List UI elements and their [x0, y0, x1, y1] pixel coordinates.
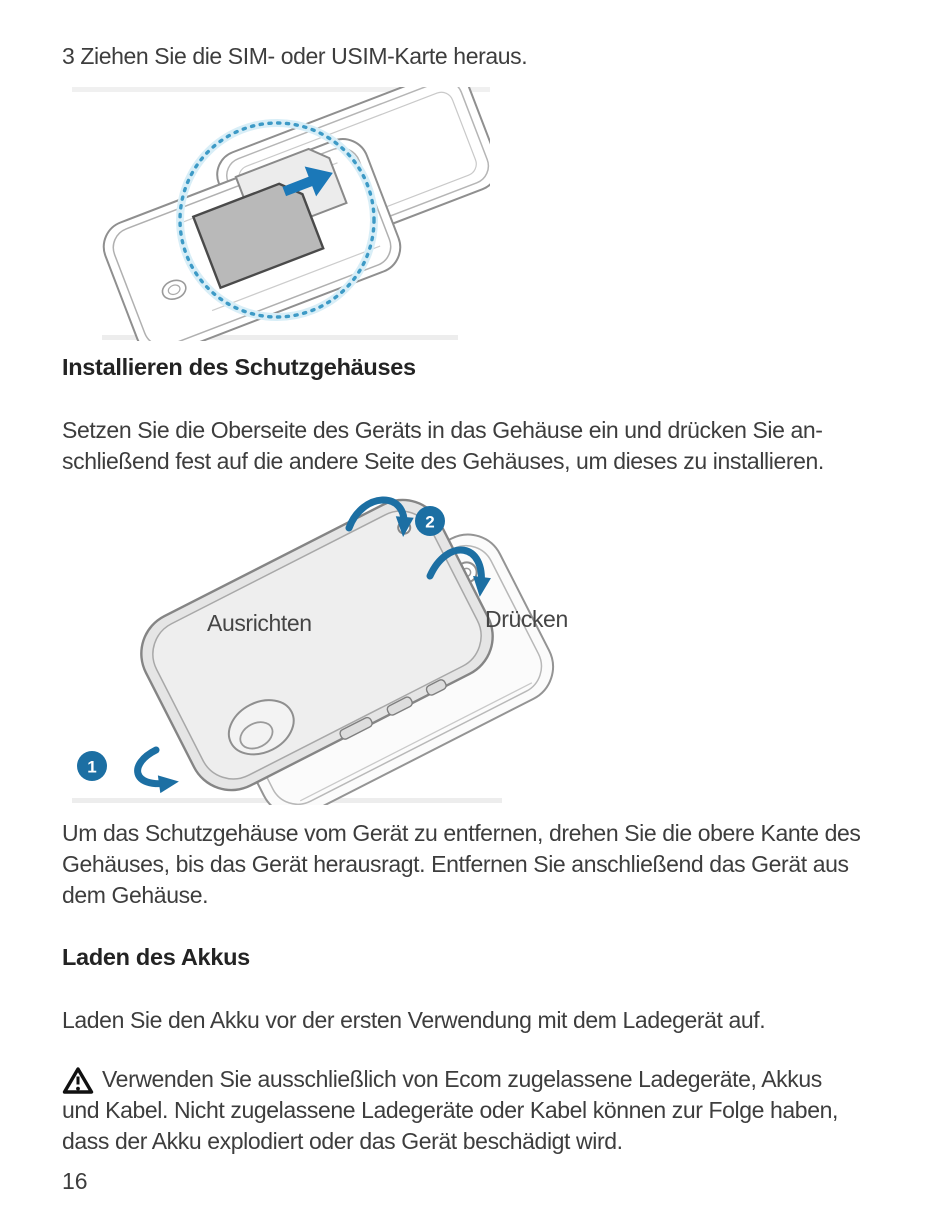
- case-install-intro-line-1: Setzen Sie die Oberseite des Geräts in das Gehäuse ein und drücken Sie an-: [62, 417, 823, 443]
- press-label: Drücken: [485, 606, 568, 632]
- warning-triangle-icon: [62, 1066, 94, 1095]
- case-install-figure: [62, 480, 632, 805]
- case-removal-line-1: Um das Schutzgehäuse vom Gerät zu entfernen, drehen Sie die obere Kante des: [62, 820, 861, 846]
- step-2-badge: [415, 506, 445, 536]
- sim-removal-illustration: [72, 87, 490, 341]
- align-label: Ausrichten: [207, 610, 312, 636]
- case-install-illustration: [62, 480, 582, 805]
- battery-intro: Laden Sie den Akku vor der ersten Verwendung mit dem Ladegerät auf.: [62, 1007, 766, 1033]
- step-1-badge: [77, 751, 107, 781]
- page-number: 16: [62, 1168, 88, 1194]
- warning-line-1: [62, 1064, 838, 1095]
- case-removal-line-3: dem Gehäuse.: [62, 882, 209, 908]
- warning-line-3: dass der Akku explodiert oder das Gerät beschädigt wird.: [62, 1128, 623, 1154]
- section-heading-charge-battery: Laden des Akkus: [62, 944, 250, 970]
- case-install-intro-line-2: schließend fest auf die andere Seite des Gehäuses, um dieses zu installieren.: [62, 448, 824, 474]
- case-install-intro: [62, 415, 824, 477]
- warning-line-2: und Kabel. Nicht zugelassene Ladegeräte oder Kabel können zur Folge haben,: [62, 1097, 838, 1123]
- step-3-instruction: 3 Ziehen Sie die SIM- oder USIM-Karte heraus.: [62, 43, 528, 69]
- section-heading-install-case: Installieren des Schutzgehäuses: [62, 354, 416, 380]
- warning-paragraph: [62, 1064, 838, 1157]
- warning-text-1: Verwenden Sie ausschließlich von Ecom zugelassene Ladegeräte, Akkus: [102, 1066, 822, 1092]
- sim-removal-figure: [72, 87, 490, 341]
- case-removal-line-2: Gehäuses, bis das Gerät herausragt. Entfernen Sie anschließend das Gerät aus: [62, 851, 849, 877]
- case-removal-paragraph: [62, 818, 861, 911]
- rotate-arrow-bottom-left-icon: [138, 750, 168, 784]
- svg-text:1: 1: [87, 757, 97, 777]
- svg-text:2: 2: [425, 512, 435, 532]
